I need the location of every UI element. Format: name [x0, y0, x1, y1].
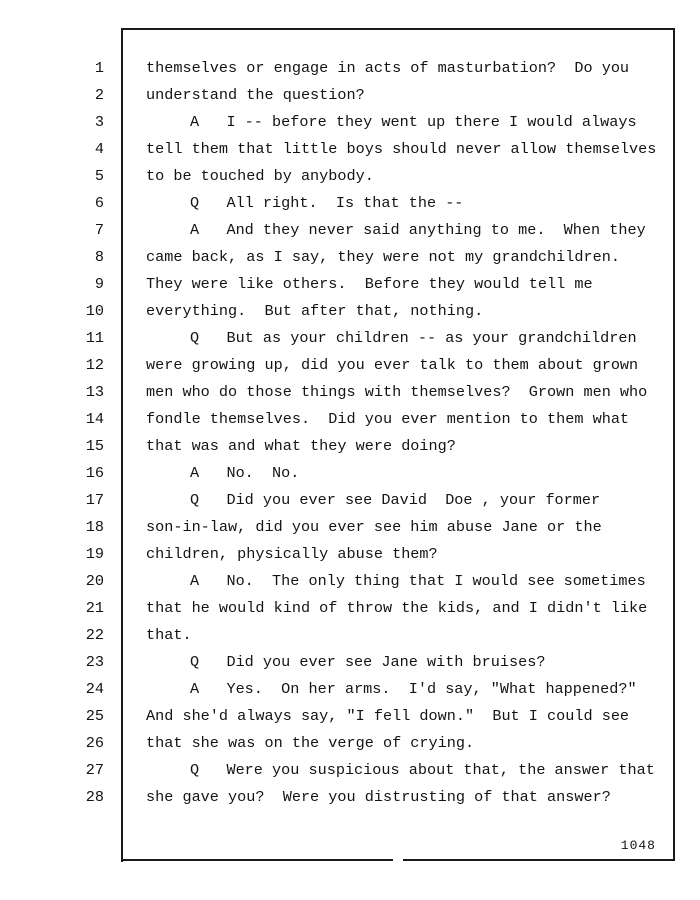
- line-text: tell them that little boys should never allow themselves: [146, 140, 657, 158]
- line-text: that she was on the verge of crying.: [146, 734, 475, 752]
- line-text: themselves or engage in acts of masturbation? Do you: [146, 59, 630, 77]
- transcript-line: [0, 676, 700, 703]
- transcript-line: [0, 460, 700, 487]
- line-number: 17: [85, 491, 104, 509]
- line-text: understand the question?: [146, 86, 365, 104]
- transcript-line: [0, 109, 700, 136]
- line-text: were growing up, did you ever talk to them about grown: [146, 356, 639, 374]
- line-number: 26: [85, 734, 104, 752]
- transcript-line: [0, 541, 700, 568]
- line-text: everything. But after that, nothing.: [146, 302, 484, 320]
- transcript-line: [0, 244, 700, 271]
- line-number: 28: [85, 788, 104, 806]
- transcript-line: [0, 622, 700, 649]
- line-number: 11: [85, 329, 104, 347]
- transcript-line: [0, 595, 700, 622]
- transcript-line: [0, 514, 700, 541]
- line-number: 1: [94, 59, 104, 77]
- line-text: A No. The only thing that I would see sometimes: [190, 572, 646, 590]
- transcript-line: [0, 730, 700, 757]
- line-number: 22: [85, 626, 104, 644]
- line-number: 13: [85, 383, 104, 401]
- bottom-rule-left: [121, 859, 393, 861]
- bottom-rule-right: [403, 859, 675, 861]
- line-text: that he would kind of throw the kids, and I didn't like: [146, 599, 648, 617]
- transcript-line: [0, 271, 700, 298]
- transcript-line: [0, 325, 700, 352]
- line-number: 18: [85, 518, 104, 536]
- line-text: son-in-law, did you ever see him abuse Jane or the: [146, 518, 602, 536]
- line-number: 25: [85, 707, 104, 725]
- line-text: fondle themselves. Did you ever mention to them what: [146, 410, 630, 428]
- line-number: 9: [94, 275, 104, 293]
- line-number: 16: [85, 464, 104, 482]
- line-text: to be touched by anybody.: [146, 167, 374, 185]
- line-number: 4: [94, 140, 104, 158]
- transcript-body: [0, 55, 700, 811]
- line-number: 19: [85, 545, 104, 563]
- transcript-line: [0, 190, 700, 217]
- line-text: Q But as your children -- as your grandchildren: [190, 329, 637, 347]
- transcript-line: [0, 784, 700, 811]
- line-text: A I -- before they went up there I would always: [190, 113, 637, 131]
- transcript-line: [0, 406, 700, 433]
- line-number: 27: [85, 761, 104, 779]
- line-number: 12: [85, 356, 104, 374]
- line-number: 3: [94, 113, 104, 131]
- line-number: 7: [94, 221, 104, 239]
- line-number: 24: [85, 680, 104, 698]
- line-number: 20: [85, 572, 104, 590]
- line-number: 21: [85, 599, 104, 617]
- transcript-line: [0, 487, 700, 514]
- line-text: she gave you? Were you distrusting of that answer?: [146, 788, 611, 806]
- transcript-line: [0, 163, 700, 190]
- line-number: 6: [94, 194, 104, 212]
- line-text: children, physically abuse them?: [146, 545, 438, 563]
- transcript-line: [0, 649, 700, 676]
- line-text: Q Did you ever see Jane with bruises?: [190, 653, 546, 671]
- transcript-line: [0, 757, 700, 784]
- transcript-line: [0, 568, 700, 595]
- transcript-line: [0, 703, 700, 730]
- line-text: A And they never said anything to me. When they: [190, 221, 646, 239]
- line-number: 2: [94, 86, 104, 104]
- line-text: that.: [146, 626, 192, 644]
- transcript-line: [0, 55, 700, 82]
- transcript-line: [0, 136, 700, 163]
- line-text: that was and what they were doing?: [146, 437, 456, 455]
- line-text: Q Were you suspicious about that, the answer that: [190, 761, 655, 779]
- page-number: 1048: [620, 838, 656, 853]
- line-text: came back, as I say, they were not my grandchildren.: [146, 248, 620, 266]
- line-text: Q All right. Is that the --: [190, 194, 464, 212]
- transcript-line: [0, 82, 700, 109]
- line-text: Q Did you ever see David Doe , your former: [190, 491, 601, 509]
- line-number: 15: [85, 437, 104, 455]
- line-number: 5: [94, 167, 104, 185]
- transcript-line: [0, 352, 700, 379]
- line-text: And she'd always say, "I fell down." But I could see: [146, 707, 630, 725]
- transcript-line: [0, 433, 700, 460]
- transcript-line: [0, 379, 700, 406]
- line-text: A No. No.: [190, 464, 300, 482]
- line-number: 14: [85, 410, 104, 428]
- line-text: A Yes. On her arms. I'd say, "What happened?": [190, 680, 637, 698]
- line-text: They were like others. Before they would tell me: [146, 275, 593, 293]
- line-number: 8: [94, 248, 104, 266]
- line-text: men who do those things with themselves? Grown men who: [146, 383, 648, 401]
- transcript-line: [0, 217, 700, 244]
- line-number: 23: [85, 653, 104, 671]
- transcript-line: [0, 298, 700, 325]
- line-number: 10: [85, 302, 104, 320]
